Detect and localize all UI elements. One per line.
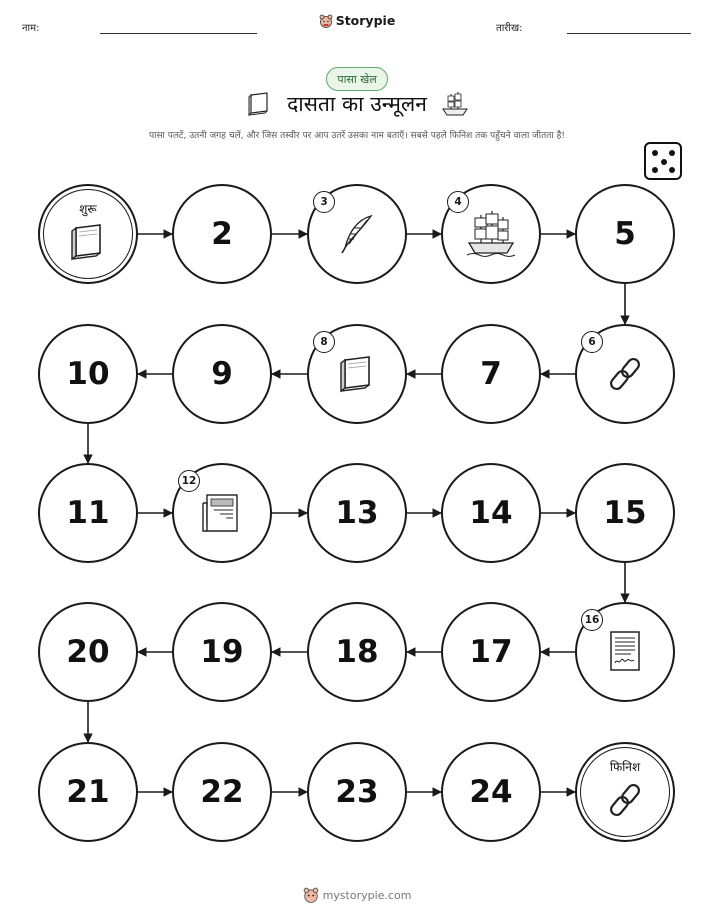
- cell-number-tag: 3: [313, 191, 335, 213]
- document-icon: [605, 629, 645, 675]
- board-cell[interactable]: [172, 324, 272, 424]
- board-cell[interactable]: [441, 742, 541, 842]
- finish-cell[interactable]: [575, 742, 675, 842]
- newspaper-icon: [199, 491, 245, 535]
- cell-number-tag: 6: [581, 331, 603, 353]
- cell-number: 15: [603, 495, 647, 531]
- board-cell[interactable]: [307, 463, 407, 563]
- book-icon: [335, 352, 379, 396]
- cell-number: 10: [66, 356, 110, 392]
- cell-number-tag: 12: [178, 470, 200, 492]
- game-type-badge: पासा खेल: [326, 67, 388, 91]
- cell-number: 14: [469, 495, 513, 531]
- cell-number: 24: [469, 774, 513, 810]
- cell-number-tag: 16: [581, 609, 603, 631]
- board-cell[interactable]: [38, 463, 138, 563]
- chain-icon: [605, 780, 645, 820]
- ship-icon: [465, 209, 517, 259]
- board-cell[interactable]: [441, 463, 541, 563]
- chain-icon: [605, 354, 645, 394]
- cell-number: 19: [200, 634, 244, 670]
- cell-number-tag: 8: [313, 331, 335, 353]
- cell-number: 23: [335, 774, 379, 810]
- board-cell[interactable]: [38, 602, 138, 702]
- footer: [0, 887, 714, 906]
- instructions: पासा पलटें, उतनी जगह चलें, और जिस तस्वीर पर आप उतरें उसका नाम बताएँ। सबसे पहले फिनिश तक पहुँचने वाला जीतता है!: [149, 131, 565, 141]
- cell-number-tag: 4: [447, 191, 469, 213]
- date-label: तारीख:: [496, 23, 523, 34]
- board-cell[interactable]: [172, 602, 272, 702]
- board-cell[interactable]: [575, 184, 675, 284]
- cell-number: 11: [66, 495, 110, 531]
- cell-number: 22: [200, 774, 244, 810]
- storypie-logo-icon: [303, 887, 319, 903]
- book-icon: [66, 220, 110, 264]
- cell-number: 20: [66, 634, 110, 670]
- footer-url: mystorypie.com: [322, 888, 412, 902]
- board-cell[interactable]: [172, 742, 272, 842]
- board-cell[interactable]: [307, 602, 407, 702]
- board-cell[interactable]: [38, 742, 138, 842]
- start-label: शुरू: [79, 202, 97, 216]
- board-cell[interactable]: [38, 324, 138, 424]
- start-cell[interactable]: [38, 184, 138, 284]
- quill-icon: [337, 212, 377, 256]
- board-cell[interactable]: [441, 324, 541, 424]
- board-cell[interactable]: [575, 463, 675, 563]
- name-label: नाम:: [22, 23, 40, 34]
- board-cell[interactable]: [441, 602, 541, 702]
- finish-label: फिनिश: [609, 760, 641, 774]
- cell-number: 5: [614, 216, 636, 252]
- board-cell[interactable]: [172, 184, 272, 284]
- cell-number: 17: [469, 634, 513, 670]
- cell-number: 13: [335, 495, 379, 531]
- cell-number: 9: [211, 356, 233, 392]
- board-cell[interactable]: [307, 742, 407, 842]
- brand-name: Storypie: [335, 13, 396, 28]
- cell-number: 7: [480, 356, 502, 392]
- cell-number: 2: [211, 216, 233, 252]
- cell-number: 21: [66, 774, 110, 810]
- cell-number: 18: [335, 634, 379, 670]
- title-text: दासता का उन्मूलन: [287, 92, 427, 116]
